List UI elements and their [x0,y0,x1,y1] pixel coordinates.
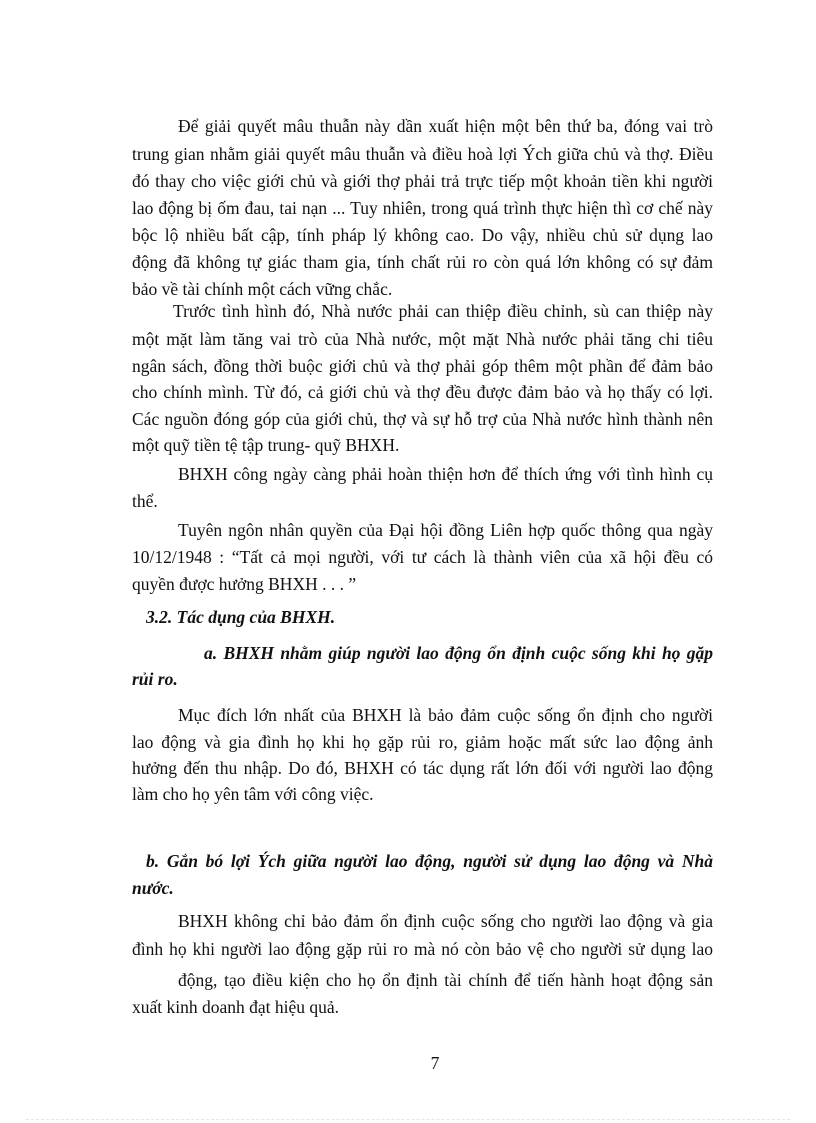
page-number: 7 [430,1053,440,1073]
paragraph-6-line-3: động, tạo điều kiện cho họ ổn định tài chính để tiến hành hoạt động sản [178,970,713,990]
paragraph-6-line-2: đình họ khi người lao động gặp rủi ro mà nó còn bảo vệ cho người sử dụng lao [132,939,713,959]
paragraph-1-line-7: bảo về tài chính một cách vững chắc. [132,279,393,299]
paragraph-5-line-2: lao động và gia đình họ khi họ gặp rủi ro, giảm hoặc mất sức lao động ảnh [132,732,713,752]
paragraph-5-line-1: Mục đích lớn nhất của BHXH là bảo đảm cuộc sống ổn định cho người [178,705,713,725]
page-bottom-rule [26,1119,790,1120]
paragraph-2-line-3: ngân sách, đồng thời buộc giới chủ và thợ phải góp thêm một phần để đảm bảo [132,356,713,376]
paragraph-1-line-6: động đã không tự giác tham gia, tính chất rủi ro còn quá lớn không có sự đảm [132,252,713,272]
paragraph-2-line-2: một mặt làm tăng vai trò của Nhà nước, một mặt Nhà nước phải tăng chi tiêu [132,329,713,349]
paragraph-2-line-5: Các nguồn đóng góp của giới chủ, thợ và sự hỗ trợ của Nhà nước hình thành nên [132,409,713,429]
subheading-b-line-1: b. Gắn bó lợi Ých giữa người lao động, người sử dụng lao động và Nhà [146,851,713,871]
paragraph-1-line-3: đó thay cho việc giới chủ và giới thợ phải trả trực tiếp một khoản tiền khi người [132,171,713,191]
paragraph-2-line-1: Trước tình hình đó, Nhà nước phải can thiệp điều chỉnh, sù can thiệp này [173,301,713,321]
subheading-b-line-2: nước. [132,878,174,898]
paragraph-2-line-4: cho chính mình. Từ đó, cả giới chủ và thợ đều được đảm bảo và họ thấy có lợi. [132,382,713,402]
paragraph-3-line-2: thể. [132,491,158,511]
paragraph-4-line-1: Tuyên ngôn nhân quyền của Đại hội đồng Liên hợp quốc thông qua ngày [178,520,713,540]
paragraph-1-line-4: lao động bị ốm đau, tai nạn ... Tuy nhiên, trong quá trình thực hiện thì cơ chế này [132,198,713,218]
paragraph-3-line-1: BHXH công ngày càng phải hoàn thiện hơn để thích ứng với tình hình cụ [178,464,713,484]
paragraph-1-line-5: bộc lộ nhiều bất cập, tính pháp lý không cao. Do vậy, nhiều chủ sử dụng lao [132,225,713,245]
paragraph-2-line-6: một quỹ tiền tệ tập trung- quỹ BHXH. [132,435,400,455]
paragraph-4-line-2: 10/12/1948 : “Tất cả mọi người, với tư cách là thành viên của xã hội đều có [132,547,713,567]
paragraph-4-line-3: quyền được hưởng BHXH . . . ” [132,574,357,594]
paragraph-1-line-2: trung gian nhằm giải quyết mâu thuẫn và điều hoà lợi Ých giữa chủ và thợ. Điều [132,144,713,164]
subheading-a-line-2: rủi ro. [132,669,178,689]
section-heading-3-2: 3.2. Tác dụng của BHXH. [146,607,336,627]
paragraph-5-line-4: làm cho họ yên tâm với công việc. [132,784,374,804]
subheading-a-line-1: a. BHXH nhằm giúp người lao động ổn định cuộc sống khi họ gặp [204,643,713,663]
paragraph-6-line-4: xuất kinh doanh đạt hiệu quả. [132,997,340,1017]
paragraph-6-line-1: BHXH không chỉ bảo đảm ổn định cuộc sống cho người lao động và gia [178,911,713,931]
paragraph-1-line-1: Để giải quyết mâu thuẫn này dần xuất hiện một bên thứ ba, đóng vai trò [178,116,713,136]
paragraph-5-line-3: hưởng đến thu nhập. Do đó, BHXH có tác dụng rất lớn đối với người lao động [132,758,713,778]
